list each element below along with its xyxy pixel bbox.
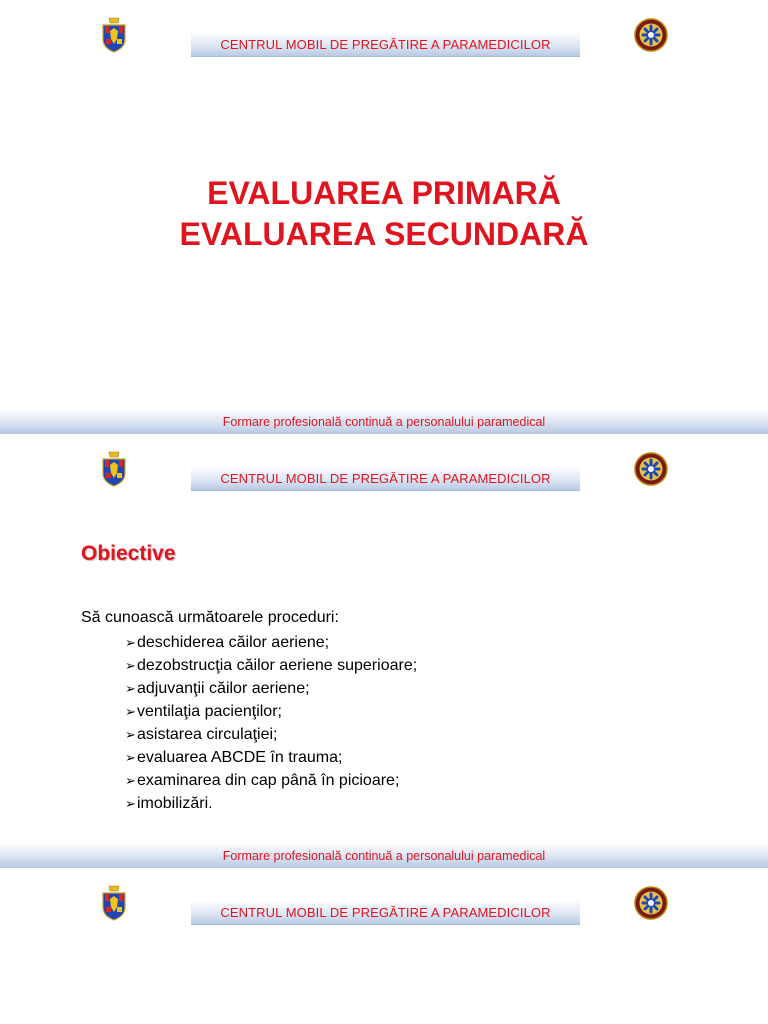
arrow-bullet-icon: ➢ xyxy=(125,796,136,811)
arrow-bullet-icon: ➢ xyxy=(125,658,136,673)
list-item: ➢ deschiderea căilor aeriene; xyxy=(125,631,417,654)
footer-bar xyxy=(0,409,768,434)
romania-coat-of-arms-icon xyxy=(100,451,128,487)
slide-objectives xyxy=(0,434,768,868)
arrow-bullet-icon: ➢ xyxy=(125,704,136,719)
header-bar xyxy=(191,466,580,491)
header-title: CENTRUL MOBIL DE PREGĂTIRE A PARAMEDICILOR xyxy=(220,36,551,52)
slide-main-title xyxy=(0,173,768,255)
slide-partial xyxy=(0,868,768,1024)
arrow-bullet-icon: ➢ xyxy=(125,681,136,696)
header-bar xyxy=(191,32,580,57)
romania-coat-of-arms-icon xyxy=(100,17,128,53)
arrow-bullet-icon: ➢ xyxy=(125,750,136,765)
header-title: CENTRUL MOBIL DE PREGĂTIRE A PARAMEDICILOR xyxy=(220,904,551,920)
paramedic-emblem-icon xyxy=(634,452,668,486)
list-item: ➢ evaluarea ABCDE în trauma; xyxy=(125,746,417,769)
procedure-list xyxy=(125,631,417,815)
list-item: ➢ ventilaţia pacienţilor; xyxy=(125,700,417,723)
list-item: ➢ dezobstrucţia căilor aeriene superioare; xyxy=(125,654,417,677)
list-item: ➢ examinarea din cap până în picioare; xyxy=(125,769,417,792)
title-line-2: EVALUAREA SECUNDARĂ xyxy=(179,216,589,252)
header-bar xyxy=(191,900,580,925)
arrow-bullet-icon: ➢ xyxy=(125,727,136,742)
list-item: ➢ imobilizări. xyxy=(125,792,417,815)
arrow-bullet-icon: ➢ xyxy=(125,635,136,650)
list-item: ➢ asistarea circulaţiei; xyxy=(125,723,417,746)
objectives-heading: Obiective xyxy=(81,542,176,565)
arrow-bullet-icon: ➢ xyxy=(125,773,136,788)
paramedic-emblem-icon xyxy=(634,886,668,920)
header-title: CENTRUL MOBIL DE PREGĂTIRE A PARAMEDICILOR xyxy=(220,470,551,486)
footer-bar xyxy=(0,843,768,868)
objectives-intro: Să cunoască următoarele proceduri: xyxy=(81,609,339,626)
title-line-1: EVALUAREA PRIMARĂ xyxy=(207,175,561,211)
slide-title xyxy=(0,0,768,434)
footer-text: Formare profesională continuă a personalului paramedical xyxy=(222,414,546,429)
paramedic-emblem-icon xyxy=(634,18,668,52)
list-item: ➢ adjuvanţii căilor aeriene; xyxy=(125,677,417,700)
romania-coat-of-arms-icon xyxy=(100,885,128,921)
footer-text: Formare profesională continuă a personalului paramedical xyxy=(222,848,546,863)
